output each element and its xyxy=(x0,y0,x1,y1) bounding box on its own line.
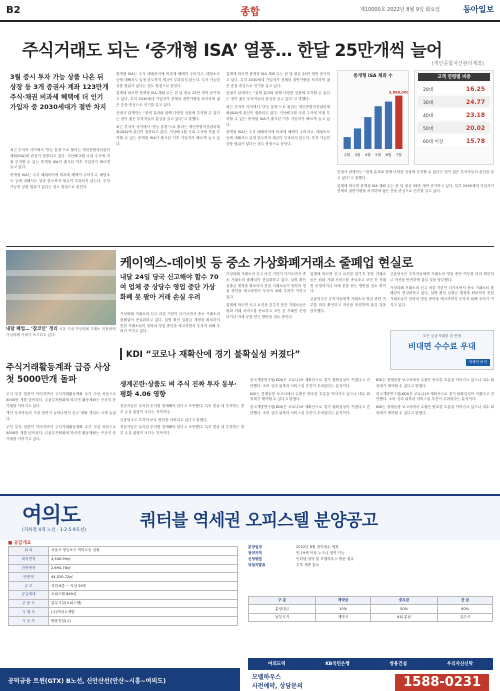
payment-table xyxy=(248,596,493,622)
phone-number[interactable]: 1588-0231 xyxy=(395,674,489,691)
age-ratio-table-svg xyxy=(415,81,493,163)
tick-label: 4월 xyxy=(364,153,371,157)
article3-body-col2 xyxy=(376,378,494,488)
article3-paragraph: 한국개발연구원(KDI)은 코로나19 재확산으로 경기 불확실성이 커졌다고 진단했다. 소비 심리 위축과 서비스업 부진이 우려된다는 분석이다. xyxy=(376,391,494,402)
article1-body-col2 xyxy=(116,72,220,240)
table-row xyxy=(249,613,493,621)
article2-headline: 케이엑스-데이빗 등 중소 가상화폐거래소 줄폐업 현실로 xyxy=(120,255,414,270)
contact-label: 사전예약, 상담문의 xyxy=(252,683,303,690)
ratio-value: 23.18 xyxy=(466,112,485,119)
table-row xyxy=(9,582,238,591)
photo-caption xyxy=(6,327,116,338)
article5-paragraph: 전문가들은 무리한 투자를 경계해야 한다고 조언했다. 특히 빚을 내 투자하는 경우 손실 위험이 크다는 지적이다. xyxy=(120,404,244,414)
article3-paragraph: 한국개발연구원(KDI)은 코로나19 재확산으로 경기 불확실성이 커졌다고 진단했다. 소비 심리 위축과 서비스업 부진이 우려된다는 분석이다. xyxy=(250,378,370,388)
info-value: 인터넷 청약 및 모델하우스 방문 접수 xyxy=(296,557,354,562)
article2-body-col2 xyxy=(226,272,306,344)
table-row xyxy=(9,617,238,626)
ad-brand-sub: (지하철 4개 노선 · 1·2·5·9호선) xyxy=(22,528,87,533)
article2-body-col4 xyxy=(390,272,494,328)
table-value: 2,694.78㎡ xyxy=(49,564,238,573)
age-label: 20대 xyxy=(423,88,434,93)
table-cell: 입주시 xyxy=(438,613,493,621)
isa-account-chart xyxy=(337,70,409,165)
bank-ad-title: 비대면 수수료 우대 xyxy=(408,342,476,351)
article2-paragraph: 업계에 따르면 신고 요건을 갖추지 못한 거래소들은 원화 거래 서비스를 종료하고 코인 간 거래만 운영하거나 아예 문을 닫는 방안을 검토 중이다. xyxy=(226,303,306,319)
table-value: 오피스텔 849실 xyxy=(49,590,238,599)
article3-body-col1 xyxy=(250,378,370,488)
partner-logos xyxy=(248,658,493,670)
ad-table-title: ■ 공급개요 xyxy=(8,541,32,546)
exchange-photo xyxy=(6,250,116,325)
supply-overview-table xyxy=(8,546,238,626)
transit-banner xyxy=(0,668,240,691)
transit-text: 공덕금융 트윈(GTX) B노선, 신안산선(안산~시흥~여의도) xyxy=(8,678,166,685)
article2-paragraph: 가상화폐 거래소의 신고 마감 기한이 다가오면서 중소 거래소의 줄폐업이 현실화하고 있다. 실명 확인 입출금 계정을 확보하지 못한 거래소들이 잇따라 영업 중단을 예고하면서 투자자 피해 우려가 커지고 있다. xyxy=(390,285,494,308)
data-label: 3,688,000 xyxy=(388,90,408,95)
table-row xyxy=(9,573,238,582)
photo-caption-title: 내달 폐업… ‘잡코인’ 정리 xyxy=(6,327,58,332)
article3-paragraph: KDI는 경제동향 보고서에서 수출은 양호한 흐름을 이어가고 있으나 내수 회복세가 제약될 수 있다고 밝혔다. xyxy=(376,378,494,388)
table-key: 공급세대 xyxy=(9,590,49,599)
article5-headline: 생계곤란·상품도 벼 주식 진짜 투자 동부·평화 4.06 영향 xyxy=(120,380,237,398)
article1-paragraph: 중개형 ISA는 주식 매매차익에 비과세 혜택이 주어지고, 배당소득 등에 대해서도 일정 한도까지 세금이 부과되지 않는다. 투자 가능한 상품 범위가 넓다는 점도 장점으로 꼽힌다. xyxy=(226,130,330,146)
table-cell: 50% xyxy=(371,605,438,613)
article1-paragraph: 최근 투자자 사이에서 ‘만능 통장’으로 불리는 개인종합자산관리계좌(ISA)에 관심이 집중되고 있다. 지난해 2월 국내 주식에 직접 투자할 수 있는 중개형 ISA가 출시된 이후 가입자가 빠르게 늘고 있다. xyxy=(226,105,330,127)
table-key: 대지면적 xyxy=(9,555,49,564)
table-value: 서울시 영등포구 여의도동 일원 xyxy=(49,547,238,556)
info-value: 추후 개별 통보 xyxy=(296,563,320,568)
article1-paragraph: 최근 투자자 사이에서 ‘만능 통장’으로 불리는 개인종합자산관리계좌(ISA)에 관심이 집중되고 있다. 지난해 2월 국내 주식에 직접 투자할 수 있는 중개형 ISA가 출시된 이후 가입자가 빠르게 늘고 있다. xyxy=(10,148,110,170)
age-label: 60대 이상 xyxy=(423,140,444,145)
partner-logo: 쌍용건설 xyxy=(389,662,407,667)
article4-headline: 주식거래활동계좌 급증 사상 첫 5000만개 돌파 xyxy=(6,363,111,385)
ratio-value: 20.02 xyxy=(466,125,485,132)
issue-info: 제10000호 2022년 8월 9일 화요일 xyxy=(360,7,440,13)
partner-logo: 여의도역 xyxy=(267,662,286,667)
article5-body xyxy=(120,404,244,488)
bar xyxy=(354,128,361,149)
article1-body-col4 xyxy=(337,170,494,240)
info-key: 신청방법 xyxy=(248,557,262,562)
ad-info xyxy=(248,544,493,568)
bar xyxy=(344,137,351,149)
table-cell: 계약시 xyxy=(316,613,371,621)
article5-paragraph: 금융당국도 투자자 보호 방안을 마련하고 있다고 밝혔다. xyxy=(120,417,208,422)
table-header: 계약금 xyxy=(316,597,371,605)
article1-body-col1 xyxy=(10,148,110,240)
photo-caption-text: 서울 시내 가상화폐 거래소 전광판에 가상화폐 시세가 표시되고 있다. xyxy=(6,327,116,338)
article3-paragraph: KDI는 경제동향 보고서에서 수출은 양호한 흐름을 이어가고 있으나 내수 회복세가 제약될 수 있다고 밝혔다. xyxy=(376,405,494,416)
ad-brand: 여의도 xyxy=(22,503,80,527)
table-key: 위 치 xyxy=(9,547,49,556)
table-key: 건축면적 xyxy=(9,564,49,573)
table-header: 구 분 xyxy=(249,597,316,605)
tick-label: 5월 xyxy=(375,153,382,157)
partner-logo: KB국민은행 xyxy=(325,662,350,667)
real-estate-ad[interactable] xyxy=(0,494,500,691)
table-value: 업무시설(오피스텔) xyxy=(49,599,238,608)
age-ratio-chart xyxy=(414,70,494,165)
article2-paragraph: 가상화폐 거래소의 신고 마감 기한이 다가오면서 중소 거래소의 줄폐업이 현실화하고 있다. 실명 확인 입출금 계정을 확보하지 못한 거래소들이 잇따라 영업 중단을 예고하면서 투자자 피해 우려가 커지고 있다. xyxy=(226,272,306,300)
table-value: 44,520.72㎡ xyxy=(49,573,238,582)
article2-body-col3 xyxy=(310,272,386,344)
section-title: 종합 xyxy=(240,7,260,18)
table-cell: 10% xyxy=(316,605,371,613)
table-cell: 40% xyxy=(438,605,493,613)
ratio-value: 15.78 xyxy=(466,138,485,145)
article1-paragraph: 증권사 관계자는 “절세 효과와 함께 다양한 상품에 투자할 수 있다는 점이 젊은 투자자들의 관심을 끌고 있다”고 말했다. xyxy=(116,110,220,121)
table-header: 중도금 xyxy=(371,597,438,605)
table-header: 잔 금 xyxy=(438,597,493,605)
article2-paragraph: 업계에 따르면 신고 요건을 갖추지 못한 거래소들은 원화 거래 서비스를 종료하고 코인 간 거래만 운영하거나 아예 문을 닫는 방안을 검토 중이다. xyxy=(310,272,386,294)
table-row xyxy=(9,599,238,608)
article2-body-col1 xyxy=(120,312,220,344)
info-key: 당첨자발표 xyxy=(248,563,266,568)
article1-paragraph: 중개형 ISA는 주식 매매차익에 비과세 혜택이 주어지고, 배당소득 등에 대해서도 일정 한도까지 세금이 부과되지 않는다. 투자 가능한 상품 범위가 넓다는 점도 장점으로 꼽힌다. xyxy=(116,72,220,88)
article4-body xyxy=(6,392,116,488)
page-header xyxy=(0,0,500,22)
table-value: 지하 6층 ~ 지상 29층 xyxy=(49,582,238,591)
bar xyxy=(364,117,371,149)
tick-label: 7월 xyxy=(395,153,402,157)
article1-paragraph: 업계에 따르면 중개형 ISA 계좌 수는 한 달 평균 25만 개씩 증가하고 있다. 특히 2030세대 가입자가 전체의 절반가량을 차지하며 젊은 층을 중심으로 인기를 끌고 있다. xyxy=(116,91,220,108)
newspaper-name: 동아일보 xyxy=(463,5,494,14)
ratio-value: 24.77 xyxy=(466,99,485,106)
article3-paragraph: KDI는 경제동향 보고서에서 수출은 양호한 흐름을 이어가고 있으나 내수 회복세가 제약될 수 있다고 밝혔다. xyxy=(250,391,370,402)
ratio-value: 16.25 xyxy=(466,86,485,93)
tick-label: 2월 xyxy=(344,153,351,157)
article2-paragraph: 가상화폐 거래소의 신고 마감 기한이 다가오면서 중소 거래소의 줄폐업이 현실화하고 있다. 실명 확인 입출금 계정을 확보하지 못한 거래소들이 잇따라 영업 중단을 예고하면서 투자자 피해 우려가 커지고 있다. xyxy=(120,312,220,334)
article1-headline: 주식거래도 되는 ‘중개형 ISA’ 열풍… 한달 25만개씩 늘어 xyxy=(22,41,443,61)
article4-paragraph: 주식 투자 열풍이 이어지면서 주식거래활동계좌 수가 사상 처음으로 5000만 개를 넘어섰다. 금융투자협회에 따르면 활동계좌는 꾸준히 증가세를 이어가고 있다. xyxy=(6,392,116,408)
info-value: 2022년 8월 청약접수 예정 xyxy=(296,545,339,549)
article5-paragraph: 전문가들은 무리한 투자를 경계해야 한다고 조언했다. 특히 빚을 내 투자하는 경우 손실 위험이 크다는 지적이다. xyxy=(120,425,244,436)
article2-deck: 내달 24일 당국 신고해야 할수 70여 업체 중 상당수 영업 중단 가상 화폐 못 팔아 거래 손실 우려 xyxy=(120,273,219,301)
article1-paragraph: 업계에 따르면 중개형 ISA 계좌 수는 한 달 평균 25만 개씩 증가하고 있다. 특히 2030세대 가입자가 전체의 절반가량을 차지하며 젊은 층을 중심으로 인기를 끌고 있다. xyxy=(226,72,330,88)
article3-paragraph: 한국개발연구원(KDI)은 코로나19 재확산으로 경기 불확실성이 커졌다고 진단했다. 소비 심리 위축과 서비스업 부진이 우려된다는 분석이다. xyxy=(250,405,370,416)
info-row xyxy=(248,562,493,568)
table-row xyxy=(9,547,238,556)
bar xyxy=(375,106,382,149)
tick-label: 6월 xyxy=(385,153,392,157)
article2-paragraph: 금융당국은 투자자들에게 거래소의 영업 중단 여부를 미리 확인하고 자산을 안전하게 옮길 것을 당부했다. xyxy=(310,297,386,313)
article1-paragraph: 업계에 따르면 중개형 ISA 계좌 수는 한 달 평균 25만 개씩 증가하고 있다. 특히 2030세대 가입자가 전체의 절반가량을 차지하며 젊은 층을 중심으로 인기를 끌고 있다. xyxy=(337,183,494,194)
table-key: 시 공 사 xyxy=(9,617,49,626)
table-row xyxy=(249,605,493,613)
article1-body-col3 xyxy=(226,72,330,240)
table-header-row xyxy=(249,597,493,605)
age-label: 30대 xyxy=(423,101,434,106)
table-key: 시 행 사 xyxy=(9,608,49,617)
table-cell: 납부시기 xyxy=(249,613,316,621)
article3-headline: KDI “코로나 재확산에 경기 불확실성 커졌다” xyxy=(120,348,390,360)
isa-bar-chart-svg xyxy=(338,79,408,159)
partner-logo: 우리자산신탁 xyxy=(446,662,474,667)
article2-paragraph: 금융당국은 투자자들에게 거래소의 영업 중단 여부를 미리 확인하고 자산을 안전하게 옮길 것을 당부했다. xyxy=(390,272,494,282)
article4-paragraph: 개인 투자자들의 시장 참여가 늘어나면서 신규 계좌 개설도 크게 늘었다. xyxy=(6,411,116,422)
bank-ad[interactable] xyxy=(390,330,494,370)
ad-contact[interactable] xyxy=(248,672,493,691)
bank-ad-tagline: 모든 금융거래를 한 번에 xyxy=(422,334,462,338)
chart-title: 중개형 ISA 계좌 수 xyxy=(353,74,393,79)
tick-label: 3월 xyxy=(354,153,361,157)
table-value: (주)여의도개발 xyxy=(49,608,238,617)
article4-paragraph: 주식 투자 열풍이 이어지면서 주식거래활동계좌 수가 사상 처음으로 5000만 개를 넘어섰다. 금융투자협회에 따르면 활동계좌는 꾸준히 증가세를 이어가고 있다. xyxy=(6,425,116,441)
article1-paragraph: 증권사 관계자는 “절세 효과와 함께 다양한 상품에 투자할 수 있다는 점이 젊은 투자자들의 관심을 끌고 있다”고 말했다. xyxy=(337,170,494,180)
page-number: B2 xyxy=(6,5,21,16)
table-row xyxy=(9,590,238,599)
photo-detail xyxy=(6,270,116,276)
info-key: 분양일정 xyxy=(248,545,262,549)
info-value: 만 19세 이상 누구나 청약 가능 xyxy=(296,551,345,556)
table-key: 주 용 도 xyxy=(9,599,49,608)
article1-deck: 3월 증시 투자 가능 상품 나온 뒤 상장 등 3개 증권사 계좌 123만개 주식·채권 비과세 혜택에 더 인기 가입자 중 2030세대가 절반 차지 xyxy=(10,73,109,112)
bar xyxy=(395,96,402,149)
bank-ad-button[interactable]: 자세히 보기 xyxy=(466,359,491,366)
article1-paragraph: 중개형 ISA는 주식 매매차익에 비과세 혜택이 주어지고, 배당소득 등에 대해서도 일정 한도까지 세금이 부과되지 않는다. 투자 가능한 상품 범위가 넓다는 점도 장점으로 꼽힌다. xyxy=(10,173,110,189)
info-key: 청약자격 xyxy=(248,551,262,556)
table-cell: 분양대금 xyxy=(249,605,316,613)
contact-label: 모델하우스 xyxy=(252,674,281,681)
ad-banner xyxy=(0,496,500,540)
table-value: 쌍용건설(주) xyxy=(49,617,238,626)
table-key: 규 모 xyxy=(9,582,49,591)
photo-detail xyxy=(6,294,116,300)
chart-title: 고객 연령별 비중 xyxy=(418,73,490,81)
section-divider xyxy=(6,246,494,247)
table-key: 연면적 xyxy=(9,573,49,582)
article1-paragraph: 최근 투자자 사이에서 ‘만능 통장’으로 불리는 개인종합자산관리계좌(ISA)에 관심이 집중되고 있다. 지난해 2월 국내 주식에 직접 투자할 수 있는 중개형 ISA가 출시된 이후 가입자가 빠르게 늘고 있다. xyxy=(116,124,220,146)
bar xyxy=(385,102,392,149)
table-row xyxy=(9,555,238,564)
age-label: 50대 xyxy=(423,127,434,132)
article1-paragraph: 증권사 관계자는 “절세 효과와 함께 다양한 상품에 투자할 수 있다는 점이 젊은 투자자들의 관심을 끌고 있다”고 말했다. xyxy=(226,91,330,102)
table-row xyxy=(9,564,238,573)
age-label: 40대 xyxy=(423,114,434,119)
table-cell: 6회 분납 xyxy=(371,613,438,621)
article1-subtitle: (개인종합자산관리계좌) xyxy=(431,61,484,67)
table-value: 4,540.99㎡ xyxy=(49,555,238,564)
table-row xyxy=(9,608,238,617)
ad-title: 쿼터블 역세권 오피스텔 분양공고 xyxy=(140,511,378,531)
